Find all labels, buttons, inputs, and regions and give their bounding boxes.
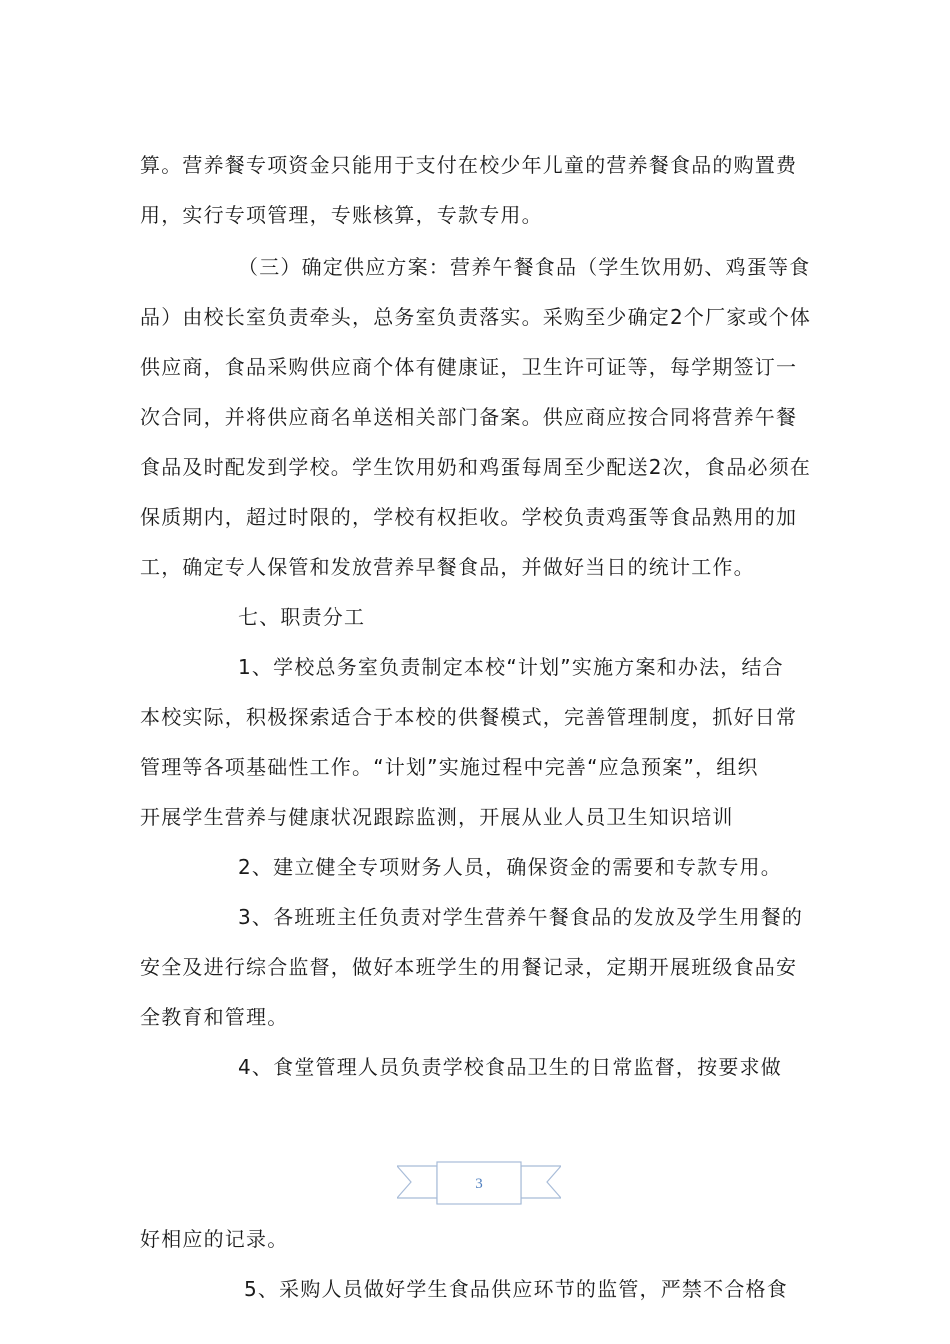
section-heading: 七、职责分工 (238, 605, 366, 629)
paragraph-line: 开展学生营养与健康状况跟踪监测，开展从业人员卫生知识培训 (140, 805, 734, 829)
paragraph-line: 工，确定专人保管和发放营养早餐食品，并做好当日的统计工作。 (140, 555, 755, 579)
paragraph-line: （三）确定供应方案：营养午餐食品（学生饮用奶、鸡蛋等食 (238, 255, 811, 279)
page-number: 3 (475, 1176, 483, 1192)
paragraph-line: 管理等各项基础性工作。“计划”实施过程中完善“应急预案”，组织 (140, 755, 759, 779)
paragraph-line: 本校实际，积极探索适合于本校的供餐模式，完善管理制度，抓好日常 (140, 705, 798, 729)
paragraph-line: 3、各班班主任负责对学生营养午餐食品的发放及学生用餐的 (238, 905, 804, 929)
paragraph-line: 算。营养餐专项资金只能用于支付在校少年儿童的营养餐食品的购置费 (140, 153, 798, 177)
paragraph-line: 用，实行专项管理，专账核算，专款专用。 (140, 203, 543, 227)
paragraph-line: 5、采购人员做好学生食品供应环节的监管，严禁不合格食 (244, 1277, 788, 1301)
paragraph-line: 2、建立健全专项财务人员，确保资金的需要和专款专用。 (238, 855, 782, 879)
paragraph-line: 供应商，食品采购供应商个体有健康证，卫生许可证等，每学期签订一 (140, 355, 798, 379)
paragraph-line: 食品及时配发到学校。学生饮用奶和鸡蛋每周至少配送2次，食品必须在 (140, 455, 812, 479)
paragraph-line: 4、食堂管理人员负责学校食品卫生的日常监督，按要求做 (238, 1055, 782, 1079)
paragraph-line: 品）由校长室负责牵头，总务室负责落实。采购至少确定2个厂家或个体 (140, 305, 812, 329)
paragraph-line: 全教育和管理。 (140, 1005, 289, 1029)
paragraph-line: 次合同，并将供应商名单送相关部门备案。供应商应按合同将营养午餐 (140, 405, 798, 429)
paragraph-line: 好相应的记录。 (140, 1227, 289, 1251)
paragraph-line: 安全及进行综合监督，做好本班学生的用餐记录，定期开展班级食品安 (140, 955, 798, 979)
paragraph-line: 1、学校总务室负责制定本校“计划”实施方案和办法，结合 (238, 655, 784, 679)
page-number-ribbon (397, 1160, 561, 1206)
paragraph-line: 保质期内，超过时限的，学校有权拒收。学校负责鸡蛋等食品熟用的加 (140, 505, 798, 529)
